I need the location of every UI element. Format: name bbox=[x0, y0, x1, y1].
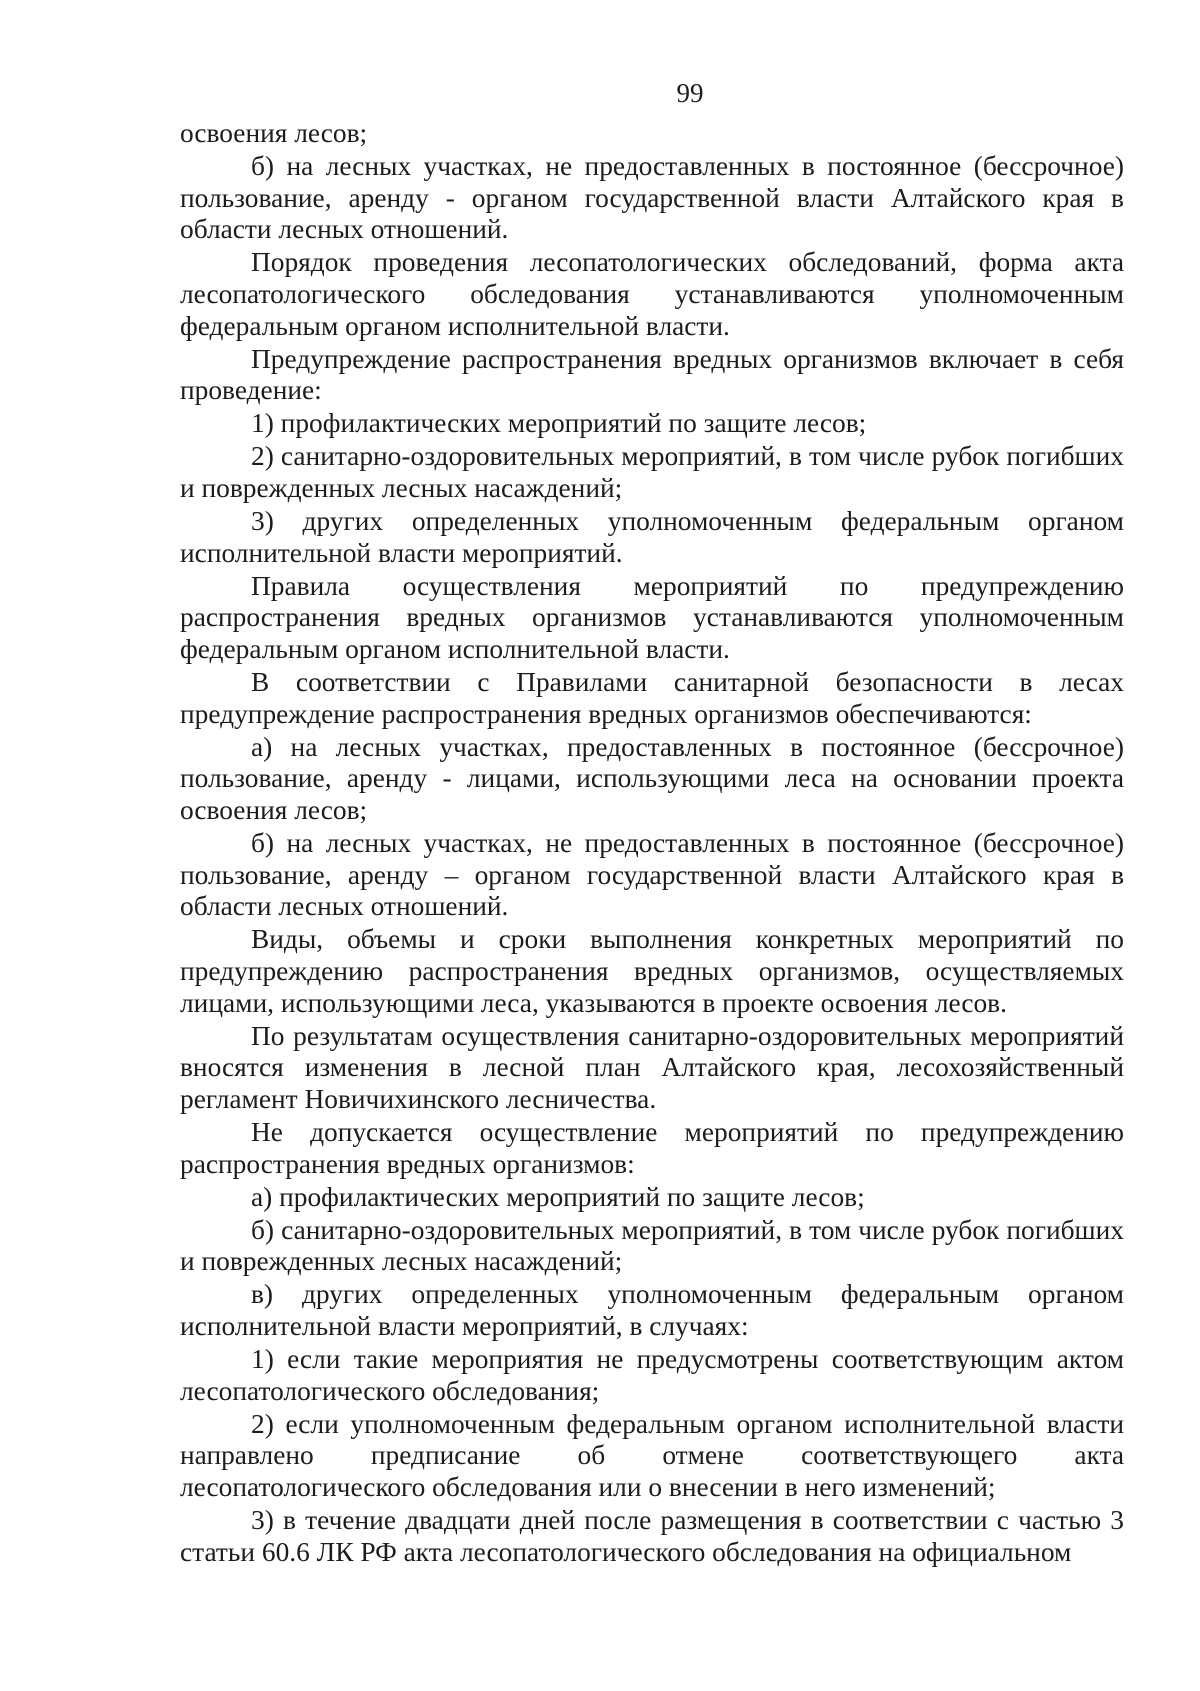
paragraph: Не допускается осуществление мероприятий по предупреждению распространения вредных организмов: bbox=[180, 1116, 1124, 1179]
document-body bbox=[180, 118, 1124, 1568]
paragraph: 3) других определенных уполномоченным федеральным органом исполнительной власти мероприятий. bbox=[180, 506, 1124, 568]
paragraph: б) на лесных участках, не предоставленных в постоянное (бессрочное) пользование, аренду – органом государственной власти Алтайского края в области лесных отношений. bbox=[180, 828, 1124, 922]
paragraph: 2) если уполномоченным федеральным органом исполнительной власти направлено предписание об отмене соответствующего акта лесопатологического обследования или о внесении в него изменений; bbox=[180, 1408, 1124, 1502]
paragraph: б) на лесных участках, не предоставленных в постоянное (бессрочное) пользование, аренду - органом государственной власти Алтайского края в области лесных отношений. bbox=[180, 151, 1124, 245]
paragraph: Порядок проведения лесопатологических обследований, форма акта лесопатологического обследования устанавливаются уполномоченным федеральным органом исполнительной власти. bbox=[180, 247, 1124, 341]
paragraph: По результатам осуществления санитарно-оздоровительных мероприятий вносятся изменения в лесной план Алтайского края, лесохозяйственный регламент Новичихинского лесничества. bbox=[180, 1020, 1124, 1114]
paragraph: а) профилактических мероприятий по защите лесов; bbox=[251, 1181, 865, 1212]
paragraph: а) на лесных участках, предоставленных в постоянное (бессрочное) пользование, аренду - лицами, использующими леса на основании проекта освоения лесов; bbox=[180, 731, 1124, 825]
paragraph: б) санитарно-оздоровительных мероприятий, в том числе рубок погибших и поврежденных лесных насаждений; bbox=[180, 1214, 1124, 1277]
paragraph: Правила осуществления мероприятий по предупреждению распространения вредных организмов устанавливаются уполномоченным федеральным органом исполнительной власти. bbox=[180, 570, 1124, 664]
page-number: 99 bbox=[676, 78, 704, 108]
paragraph: Предупреждение распространения вредных организмов включает в себя проведение: bbox=[180, 343, 1124, 406]
paragraph: 1) профилактических мероприятий по защите лесов; bbox=[251, 408, 867, 439]
paragraph: Виды, объемы и сроки выполнения конкретных мероприятий по предупреждению распространения вредных организмов, осуществляемых лицами, использующими леса, указываются в проекте освоения лесов. bbox=[180, 924, 1124, 1018]
paragraph: 3) в течение двадцати дней после размещения в соответствии с частью 3 статьи 60.6 ЛК РФ акта лесопатологического обследования на официальном bbox=[180, 1505, 1124, 1567]
paragraph: 2) санитарно-оздоровительных мероприятий, в том числе рубок погибших и поврежденных лесных насаждений; bbox=[180, 441, 1124, 504]
paragraph: освоения лесов; bbox=[180, 118, 368, 148]
paragraph: в) других определенных уполномоченным федеральным органом исполнительной власти мероприятий, в случаях: bbox=[180, 1279, 1124, 1341]
paragraph: В соответствии с Правилами санитарной безопасности в лесах предупреждение распространения вредных организмов обеспечиваются: bbox=[180, 667, 1124, 729]
paragraph: 1) если такие мероприятия не предусмотрены соответствующим актом лесопатологического обследования; bbox=[180, 1344, 1124, 1406]
